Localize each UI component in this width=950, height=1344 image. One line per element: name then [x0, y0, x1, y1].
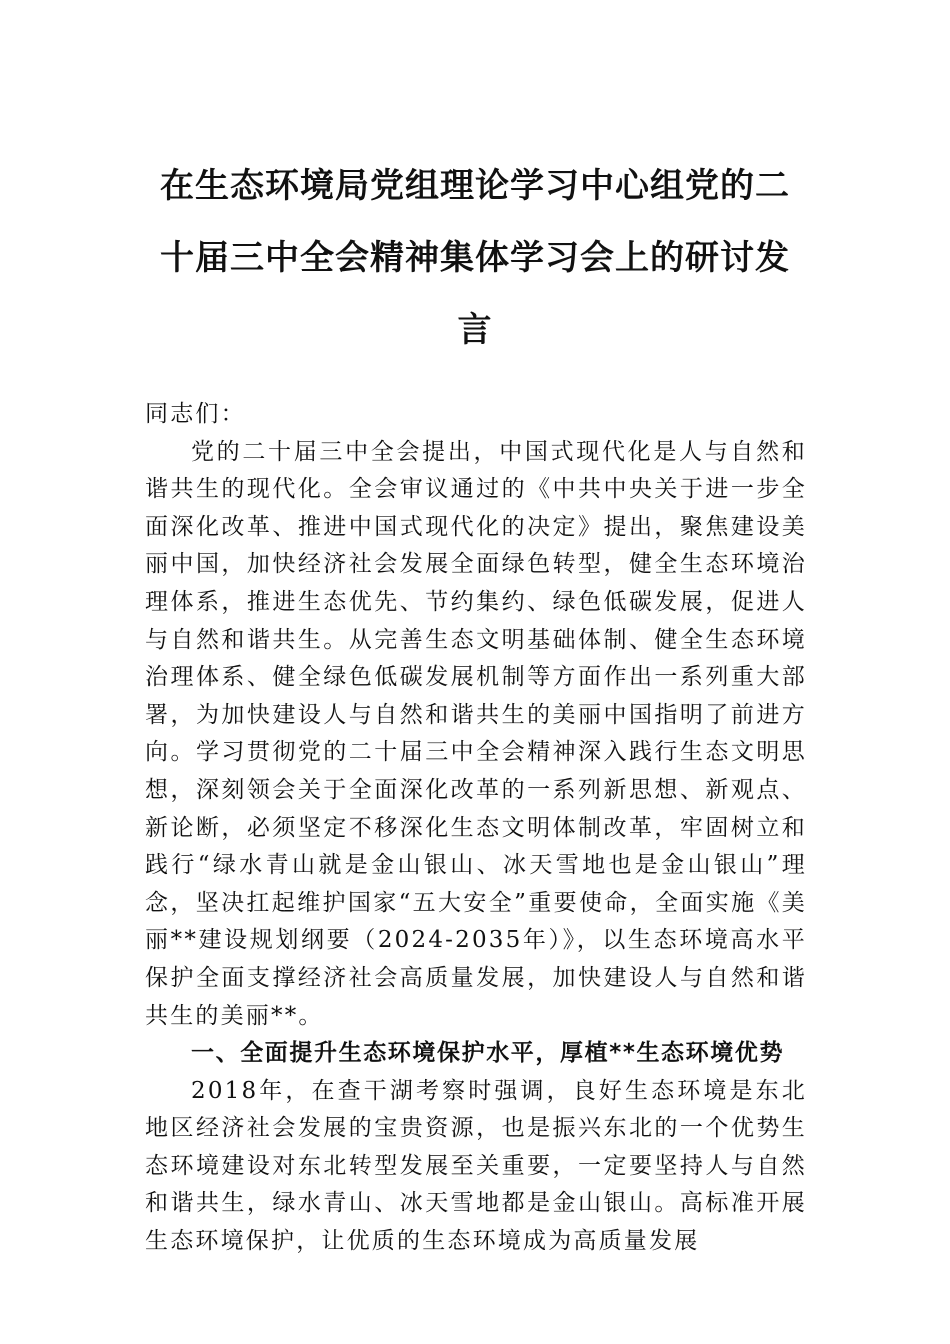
salutation: 同志们： — [145, 401, 246, 427]
document-body — [145, 396, 807, 1261]
section-heading-1: 一、全面提升生态环境保护水平，厚植**生态环境优势 — [191, 1040, 785, 1067]
document-title: 在生态环境局党组理论学习中心组党的二十届三中全会精神集体学习会上的研讨发言 — [160, 166, 790, 350]
paragraph-intro: 党的二十届三中全会提出，中国式现代化是人与自然和谐共生的现代化。全会审议通过的《中共中央关于进一步全面深化改革、推进中国式现代化的决定》提出，聚焦建设美丽中国，加快经济社会发展全面绿色转型，健全生态环境治理体系，推进生态优先、节约集约、绿色低碳发展，促进人与自然和谐共生。从完善生态文明基础体制、健全生态环境治理体系、健全绿色低碳发展机制等方面作出一系列重大部署，为加快建设人与自然和谐共生的美丽中国指明了前进方向。学习贯彻党的二十届三中全会精神深入践行生态文明思想，深刻领会关于全面深化改革的一系列新思想、新观点、新论断，必须坚定不移深化生态文明体制改革，牢固树立和践行“绿水青山就是金山银山、冰天雪地也是金山银山”理念，坚决扛起维护国家“五大安全”重要使命，全面实施《美丽**建设规划纲要（2024-2035年）》，以生态环境高水平保护全面支撑经济社会高质量发展，加快建设人与自然和谐共生的美丽**。 — [145, 438, 807, 1029]
paragraph-section-1: 2018年，在查干湖考察时强调，良好生态环境是东北地区经济社会发展的宝贵资源，也是振兴东北的一个优势生态环境建设对东北转型发展至关重要，一定要坚持人与自然和谐共生，绿水青山、冰天雪地都是金山银山。高标准开展生态环境保护，让优质的生态环境成为高质量发展 — [145, 1077, 807, 1255]
